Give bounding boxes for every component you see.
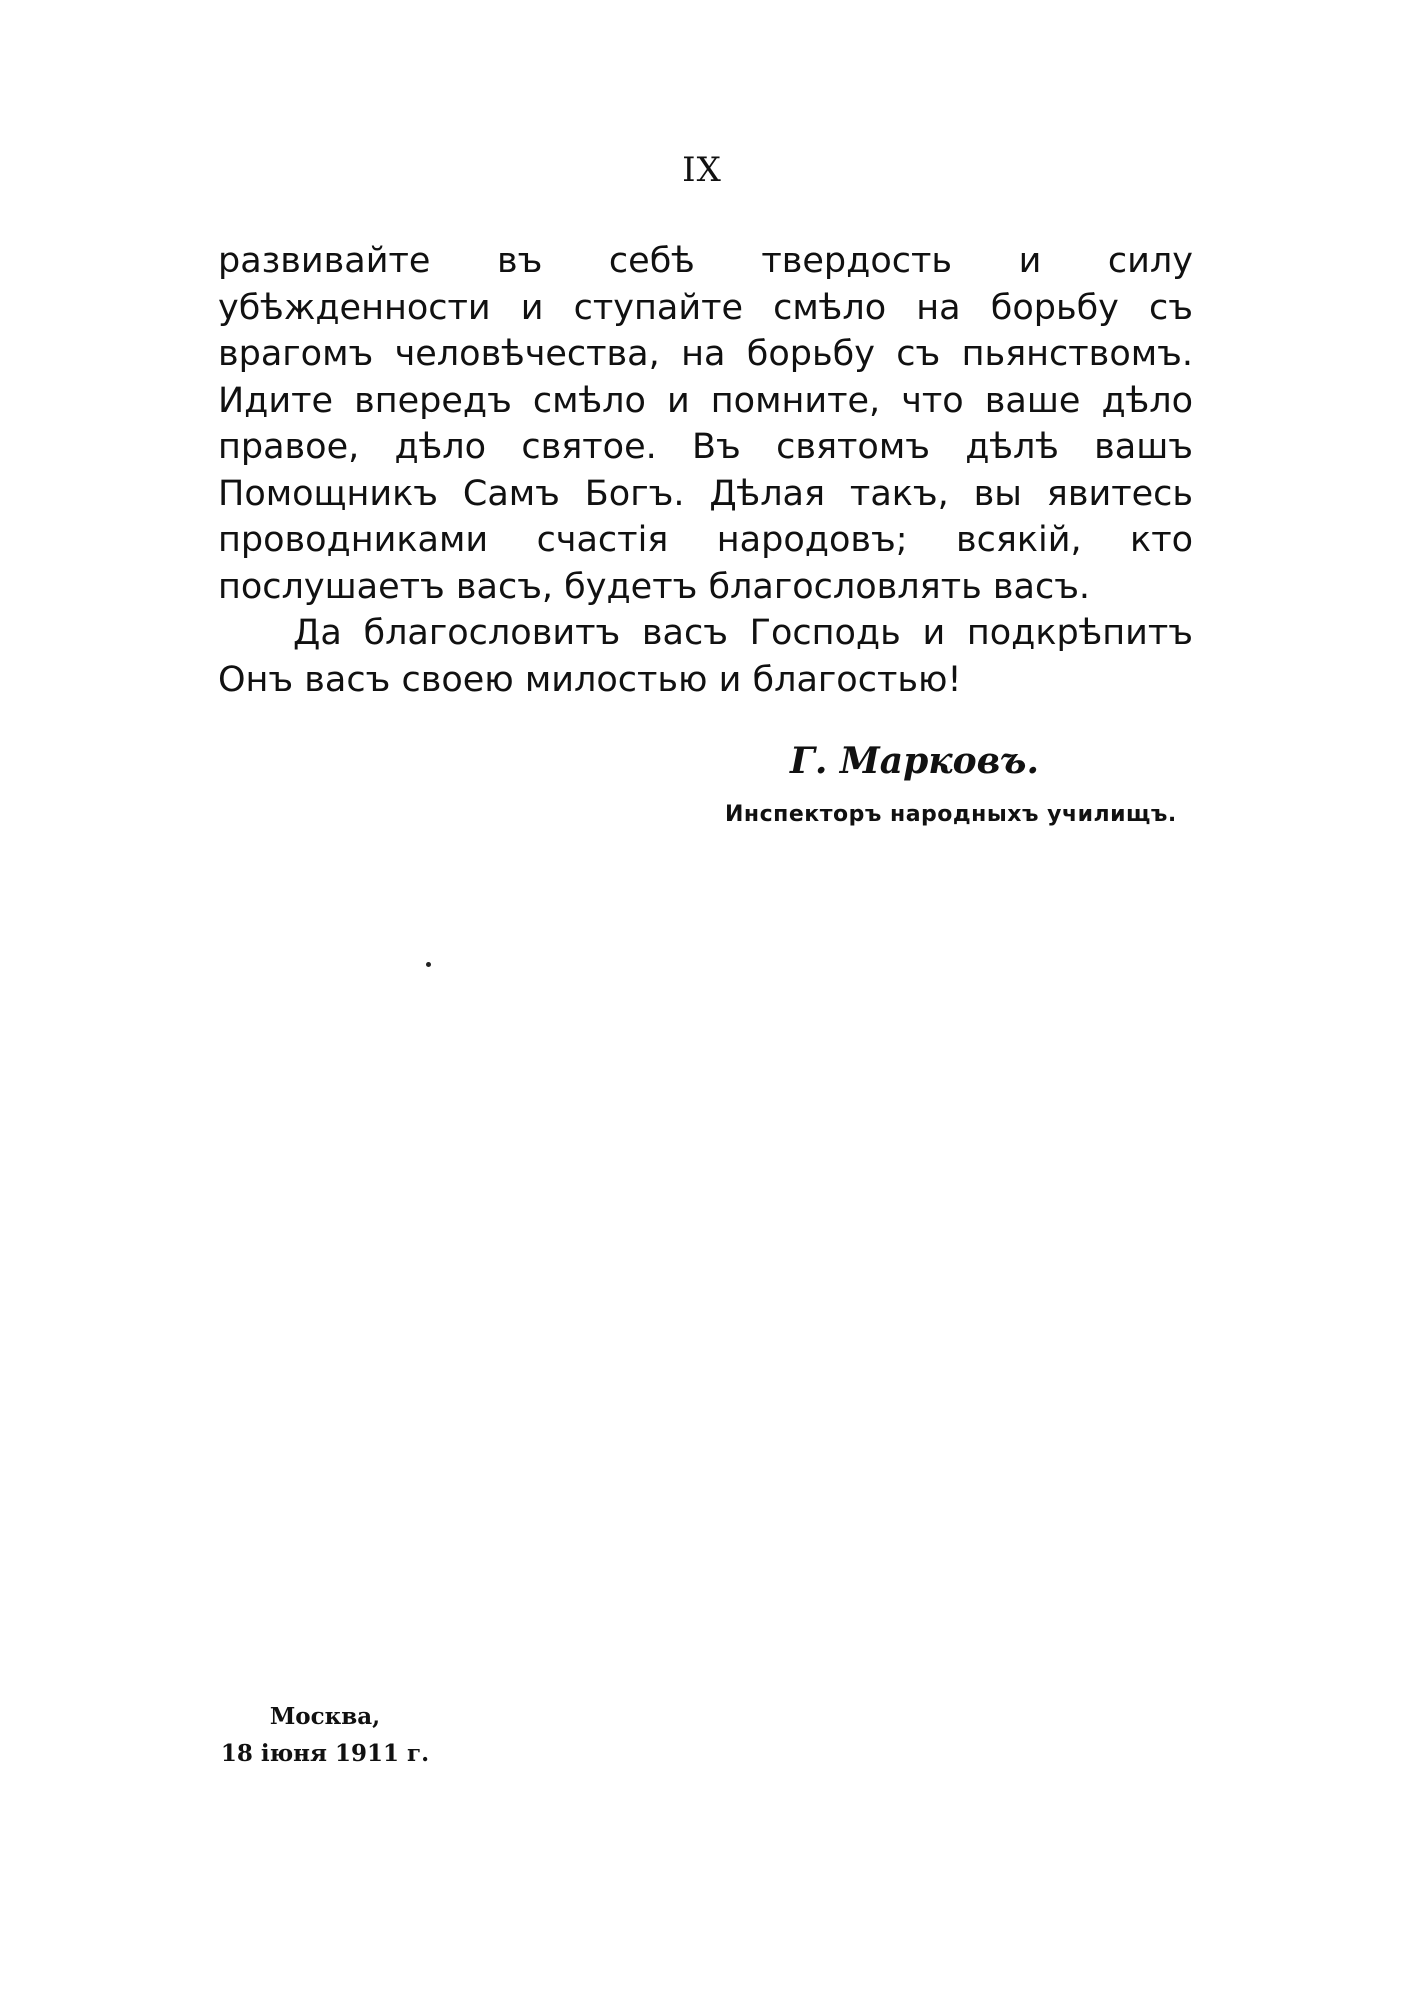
ink-dot	[426, 962, 431, 967]
paragraph-2: Да благословитъ васъ Господь и подкрѣпитъ Онъ васъ своею милостью и благостью!	[218, 613, 1193, 700]
page-number: IX	[682, 150, 722, 190]
paragraph-1: развивайте въ себѣ твердость и силу убѣжденности и ступайте смѣло на борьбу съ врагомъ человѣчества, на борьбу съ пьянствомъ. Идите впередъ смѣло и помните, что ваше дѣло правое, дѣло святое. Въ святомъ дѣлѣ вашъ Помощникъ Самъ Богъ. Дѣлая такъ, вы явитесь проводниками счастія народовъ; всякій, кто послушаетъ васъ, будетъ благословлять васъ.	[218, 241, 1193, 607]
signature-name: Г. Марковъ.	[790, 740, 1039, 782]
date: 18 іюня 1911 г.	[220, 1740, 430, 1767]
place: Москва,	[269, 1703, 381, 1730]
signature-title: Инспекторъ народныхъ училищъ.	[725, 802, 1177, 827]
place-and-date	[220, 1698, 430, 1772]
body-text	[218, 238, 1193, 703]
